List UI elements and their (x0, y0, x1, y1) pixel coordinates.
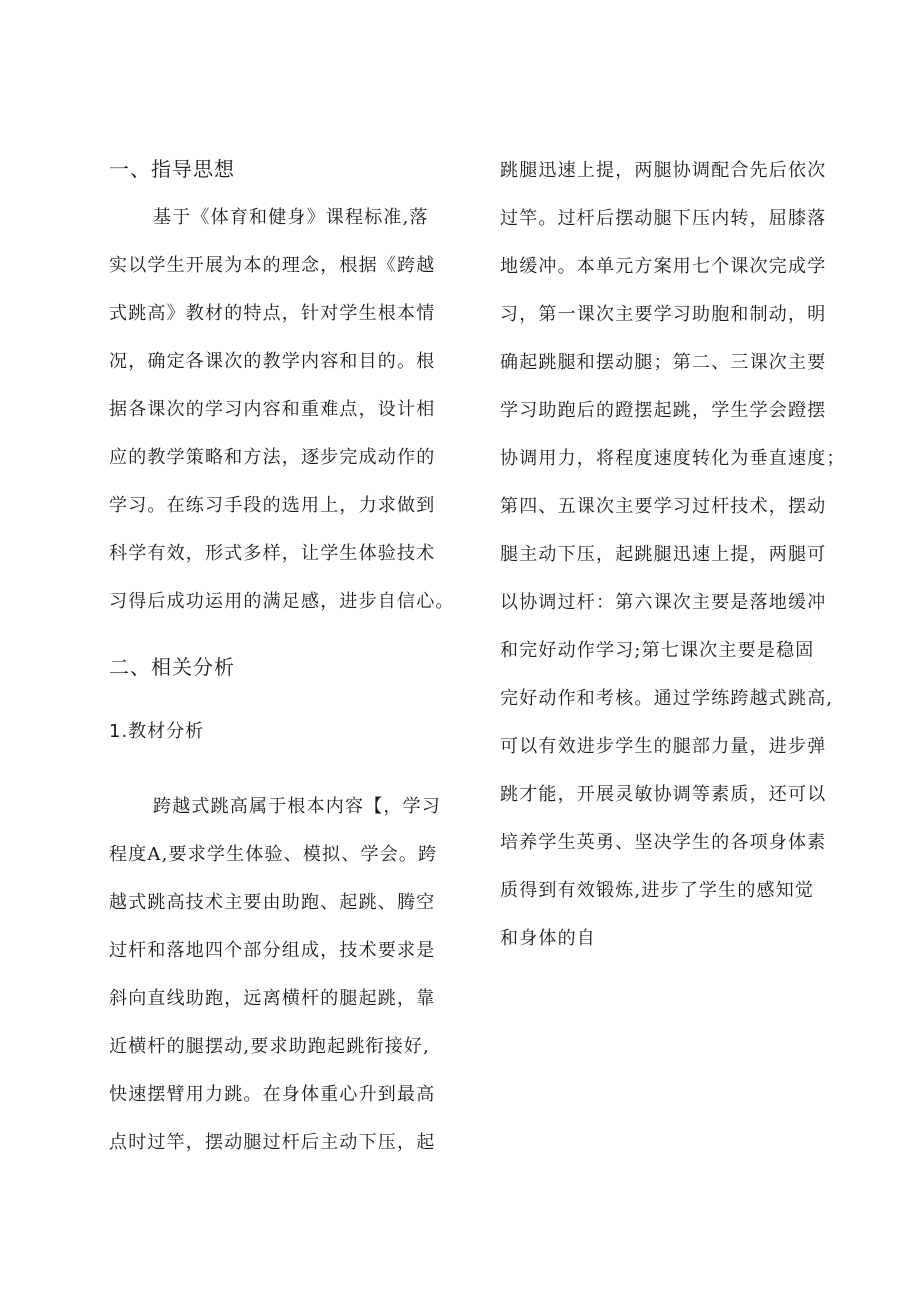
paragraph-line: 协调用力，将程度速度转化为垂直速度； (500, 448, 846, 469)
paragraph-line: 据各课次的学习内容和重难点，设计相 (109, 399, 436, 420)
paragraph-line: 程度A,要求学生体验、模拟、学会。跨 (109, 844, 438, 865)
paragraph-line: 质得到有效锻炼,进步了学生的感知觉 (500, 880, 815, 901)
paragraph-line: 跨越式跳高属于根本内容【，学习 (153, 796, 441, 817)
paragraph-line: 以协调过杆：第六课次主要是落地缓冲 (500, 592, 827, 613)
section-2-heading: 二、相关分析 (109, 655, 235, 679)
paragraph-line: 可以有效进步学生的腿部力量，进步弹 (500, 736, 827, 757)
paragraph-line: 学习。在练习手段的选用上，力求做到 (109, 495, 436, 516)
paragraph-line: 地缓冲。本单元方案用七个课次完成学 (500, 256, 827, 277)
section-1-heading: 一、指导思想 (109, 157, 235, 181)
paragraph-line: 况，确定各课次的教学内容和目的。根 (109, 351, 436, 372)
paragraph-line: 第四、五课次主要学习过杆技术，摆动 (500, 496, 827, 517)
paragraph-line: 科学有效，形式多样，让学生体验技术 (109, 543, 436, 564)
paragraph-line: 培养学生英勇、坚决学生的各项身体素 (500, 832, 827, 853)
paragraph-line: 近横杆的腿摆动,要求助跑起跳衔接好, (109, 1036, 431, 1057)
paragraph-line: 实以学生开展为本的理念，根据《跨越 (109, 255, 436, 276)
paragraph-line: 点时过竿，摆动腿过杆后主动下压，起 (109, 1132, 436, 1153)
paragraph-line: 确起跳腿和摆动腿；第二、三课次主要 (500, 352, 827, 373)
paragraph-line: 和身体的自 (500, 928, 596, 949)
paragraph-line: 和完好动作学习;第七课次主要是稳固 (500, 640, 815, 661)
paragraph-line: 式跳高》教材的特点，针对学生根本情 (109, 303, 436, 324)
paragraph-line: 习，第一课次主要学习助胞和制动，明 (500, 304, 827, 325)
paragraph-line: 应的教学策略和方法，逐步完成动作的 (109, 447, 436, 468)
paragraph-line: 跳腿迅速上提，两腿协调配合先后依次 (500, 160, 827, 181)
paragraph-line: 越式跳高技术主要由助跑、起跳、腾空 (109, 892, 436, 913)
paragraph-line: 习得后成功运用的满足感，进步自信心。 (109, 591, 455, 612)
paragraph-line: 基于《体育和健身》课程标准,落 (153, 207, 429, 228)
paragraph-line: 过杆和落地四个部分组成，技术要求是 (109, 940, 436, 961)
paragraph-line: 斜向直线助跑，远离横杆的腿起跳，靠 (109, 988, 436, 1009)
paragraph-line: 腿主动下压，起跳腿迅速上提，两腿可 (500, 544, 827, 565)
paragraph-line: 完好动作和考核。通过学练跨越式跳高, (500, 688, 834, 709)
paragraph-line: 过竿。过杆后摆动腿下压内转，屈膝落 (500, 208, 827, 229)
paragraph-line: 跳才能，开展灵敏协调等素质，还可以 (500, 784, 827, 805)
paragraph-line: 快速摆臂用力跳。在身体重心升到最高 (109, 1084, 436, 1105)
material-analysis-subheading: 1.教材分析 (109, 721, 205, 742)
paragraph-line: 学习助跑后的蹬摆起跳，学生学会蹬摆 (500, 400, 827, 421)
